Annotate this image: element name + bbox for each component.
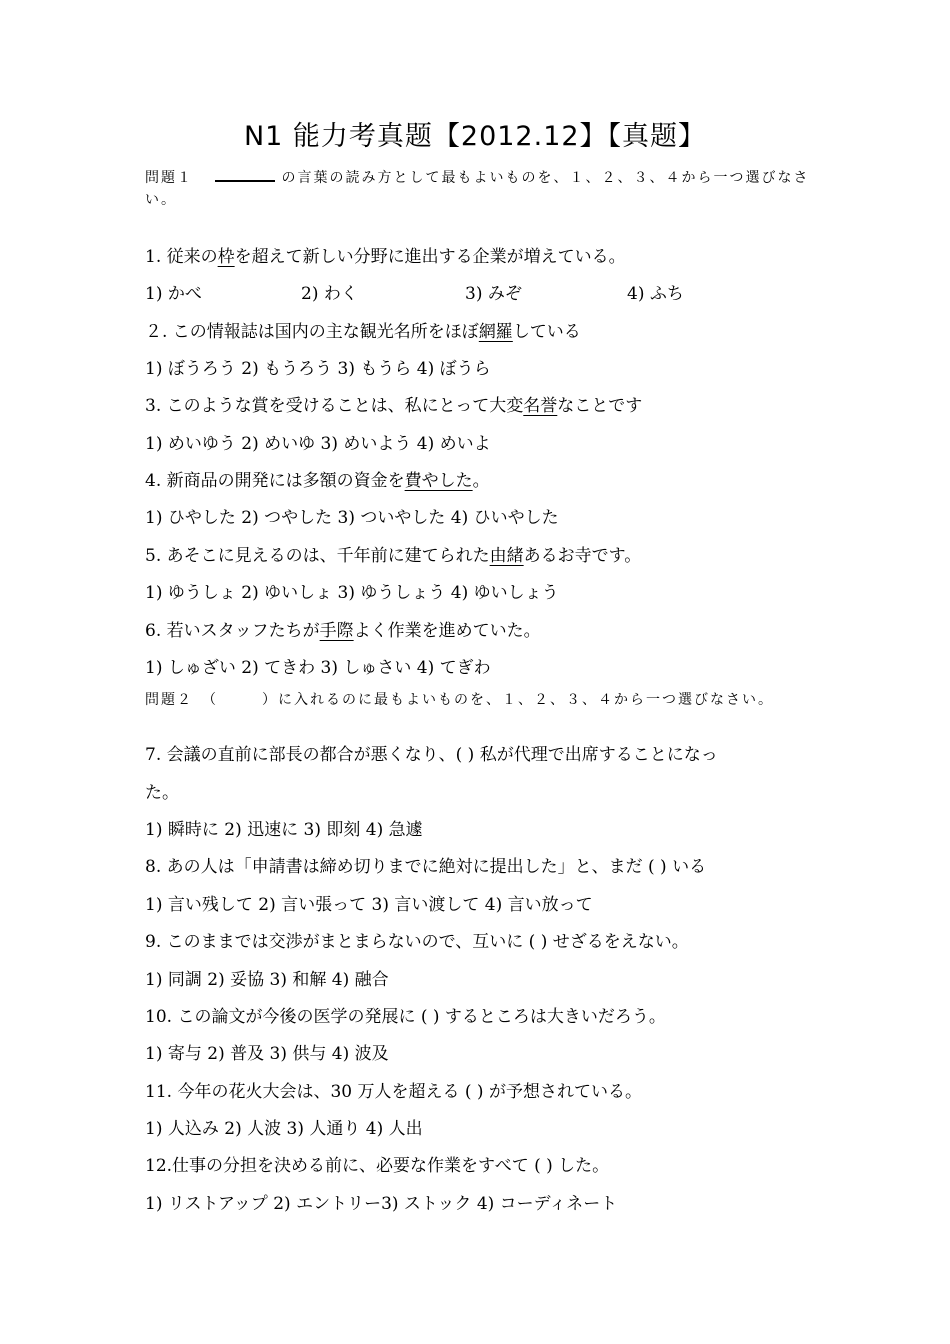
question-text: している	[512, 322, 581, 342]
question-8-options: 1) 言い残して 2) 言い張って 3) 言い渡して 4) 言い放って	[145, 895, 593, 915]
question-text: 6. 若いスタッフたちが	[145, 621, 320, 641]
question-text: よく作業を進めていた。	[353, 621, 541, 641]
underlined-word: 手際	[319, 621, 354, 641]
question-2	[145, 320, 815, 344]
question-10-options: 1) 寄与 2) 普及 3) 供与 4) 波及	[145, 1044, 389, 1064]
question-7: 7. 会議の直前に部長の都合が悪くなり、( ) 私が代理で出席することになっ	[145, 745, 718, 765]
question-11: 11. 今年の花火大会は、30 万人を超える ( ) が予想されている。	[145, 1082, 642, 1102]
question-5	[145, 544, 815, 568]
option-2: 2) わく	[301, 284, 358, 304]
section2-instruction	[145, 689, 815, 711]
section1-instruction-text: の言葉の読み方として最もよいものを、１、２、３、４から一つ選びなさい。	[145, 170, 810, 208]
question-6-options: 1) しゅざい 2) てきわ 3) しゅさい 4) てぎわ	[145, 658, 491, 678]
section2-label: 問題２ （	[145, 692, 218, 708]
option-1: 1) かべ	[145, 284, 202, 304]
question-1-options	[145, 282, 815, 306]
question-12-options: 1) リストアップ 2) エントリー3) ストック 4) コーディネート	[145, 1194, 618, 1214]
question-11-options: 1) 人込み 2) 人波 3) 人通り 4) 人出	[145, 1119, 423, 1139]
question-7-continued: た。	[145, 783, 179, 803]
answer-blank-line	[215, 166, 275, 182]
document-title: N1 能力考真题【2012.12】【真题】	[243, 121, 707, 152]
question-text: 5. あそこに見えるのは、千年前に建てられた	[145, 546, 490, 566]
underlined-word: 由緒	[489, 546, 524, 566]
question-4	[145, 469, 815, 493]
question-12: 12.仕事の分担を決める前に、必要な作業をすべて ( ) した。	[145, 1156, 610, 1176]
question-text: なことです	[557, 396, 643, 416]
section1-label: 問題１	[145, 170, 193, 186]
question-4-options: 1) ひやした 2) つやした 3) ついやした 4) ひいやした	[145, 508, 559, 528]
question-7-options: 1) 瞬時に 2) 迅速に 3) 即刻 4) 急遽	[145, 820, 423, 840]
question-2-options: 1) ぼうろう 2) もうろう 3) もうら 4) ぼうら	[145, 359, 491, 379]
question-text: 1. 従来の	[145, 247, 218, 267]
underlined-word: 費やした	[404, 471, 473, 491]
question-9-options: 1) 同調 2) 妥協 3) 和解 4) 融合	[145, 970, 389, 990]
question-5-options: 1) ゆうしょ 2) ゆいしょ 3) ゆうしょう 4) ゆいしょう	[145, 583, 559, 603]
question-text: ２. この情報誌は国内の主な観光名所をほぼ	[145, 322, 479, 342]
question-text: を超えて新しい分野に進出する企業が増えている。	[234, 247, 626, 267]
question-10: 10. この論文が今後の医学の発展に ( ) するところは大きいだろう。	[145, 1007, 666, 1027]
question-9: 9. このままでは交渉がまとまらないので、互いに ( ) せざるをえない。	[145, 932, 689, 952]
option-3: 3) みぞ	[465, 284, 522, 304]
option-4: 4) ふち	[627, 284, 684, 304]
section2-instruction-text: ）に入れるのに最もよいものを、１、２、３、４から一つ選びなさい。	[262, 692, 774, 708]
question-text: あるお寺です。	[523, 546, 642, 566]
underlined-word: 網羅	[478, 322, 513, 342]
underlined-word: 枠	[217, 247, 235, 267]
question-3	[145, 394, 815, 418]
question-text: 。	[472, 471, 490, 491]
question-8: 8. あの人は「申請書は締め切りまでに絶対に提出した」と、まだ ( ) いる	[145, 857, 707, 877]
question-text: 3. このような賞を受けることは、私にとって大変	[145, 396, 524, 416]
question-1	[145, 245, 815, 269]
section1-instruction	[145, 166, 815, 211]
underlined-word: 名誉	[523, 396, 558, 416]
question-3-options: 1) めいゆう 2) めいゆ 3) めいよう 4) めいよ	[145, 434, 491, 454]
question-text: 4. 新商品の開発には多額の資金を	[145, 471, 405, 491]
question-6	[145, 619, 815, 643]
